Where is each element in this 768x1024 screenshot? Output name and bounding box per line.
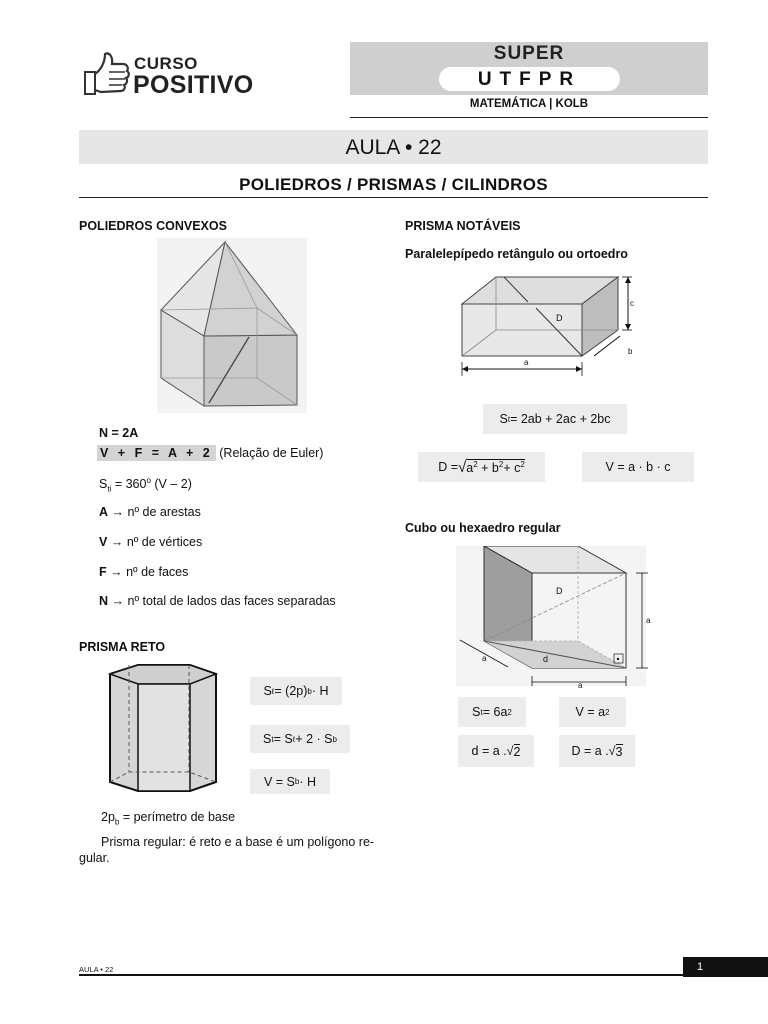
footer-label: AULA • 22: [79, 965, 114, 974]
section-prisma-reto: PRISMA RETO: [79, 640, 166, 654]
def-faces: F → nº de faces: [99, 565, 189, 579]
title-divider: [79, 197, 708, 198]
cuboid-label-a: a: [524, 358, 529, 367]
header-divider: [350, 117, 708, 118]
section-poliedros: POLIEDROS CONVEXOS: [79, 219, 227, 233]
hexagonal-prism-figure: [106, 664, 218, 792]
cube-label-a-depth: a: [482, 654, 487, 663]
logo-line1: CURSO: [134, 54, 198, 73]
euler-formula: V + F = A + 2: [97, 445, 216, 461]
exam-badge: UTFPR: [439, 67, 620, 91]
subsection-paralelepipedo: Paralelepípedo retângulo ou ortoedro: [405, 247, 628, 261]
cube-diagonal-formula: D = a . √ 3: [559, 735, 635, 767]
section-prisma-notaveis: PRISMA NOTÁVEIS: [405, 219, 521, 233]
sqrt-icon: √: [458, 458, 467, 476]
cuboid-area-formula: S t = 2ab + 2ac + 2bc: [483, 404, 627, 434]
def-vertices: V → nº de vértices: [99, 535, 203, 549]
cube-volume-formula: V = a 2: [559, 697, 626, 727]
cube-label-D: D: [556, 586, 563, 596]
footer-rule: [79, 974, 768, 976]
perimeter-note: $2p_b$ = perímetro de base: [101, 810, 236, 827]
product-title: SUPER: [493, 43, 565, 64]
sqrt-icon: √: [608, 744, 616, 758]
lateral-area-formula: S ℓ = (2p) b · H: [250, 677, 342, 705]
prism-volume-formula: V = S b · H: [250, 769, 330, 794]
euler-note: (Relação de Euler): [219, 446, 324, 460]
cuboid-label-D: D: [556, 313, 563, 323]
def-lados: N → nº total de lados das faces separadas: [99, 594, 336, 608]
regular-prism-text: Prisma regular: é reto e a base é um polígono re-: [101, 835, 375, 849]
total-area-formula: S t = S ℓ + 2 · S b: [250, 725, 350, 753]
cuboid-label-b: b: [628, 347, 633, 356]
euler-line: [97, 446, 323, 460]
def-arestas: A → nº de arestas: [99, 505, 201, 519]
subject-label: MATEMÁTICA | KOLB: [469, 98, 589, 110]
cube-figure: [456, 546, 656, 686]
cube-area-formula: S t = 6a 2: [458, 697, 526, 727]
lesson-title: AULA • 22: [79, 130, 708, 164]
cuboid-volume-formula: V = a · b · c: [582, 452, 694, 482]
thumbs-up-icon: [79, 48, 133, 98]
page-number: 1: [683, 957, 768, 977]
regular-prism-text-2: gular.: [79, 851, 110, 865]
logo-line2: POSITIVO: [133, 71, 254, 99]
polyhedron-figure: [157, 238, 307, 413]
logo: [79, 48, 259, 98]
n-formula: N = 2A: [99, 426, 139, 440]
angle-sum-formula: $S_{ti} = 360^o$ (V – 2): [99, 476, 192, 494]
cuboid-diagonal-formula: D = √ $a^2 + b^2+ c^2$: [418, 452, 545, 482]
cube-label-a-height: a: [646, 616, 651, 625]
cube-label-d: d: [543, 654, 549, 664]
cube-face-diagonal-formula: d = a . √ 2: [458, 735, 534, 767]
sqrt-icon: √: [506, 744, 514, 758]
cuboid-figure: [456, 272, 646, 377]
subsection-cubo: Cubo ou hexaedro regular: [405, 521, 561, 535]
cuboid-label-c: c: [630, 299, 634, 308]
topic-title: POLIEDROS / PRISMAS / CILINDROS: [239, 175, 548, 194]
cube-label-a-width: a: [578, 681, 583, 690]
